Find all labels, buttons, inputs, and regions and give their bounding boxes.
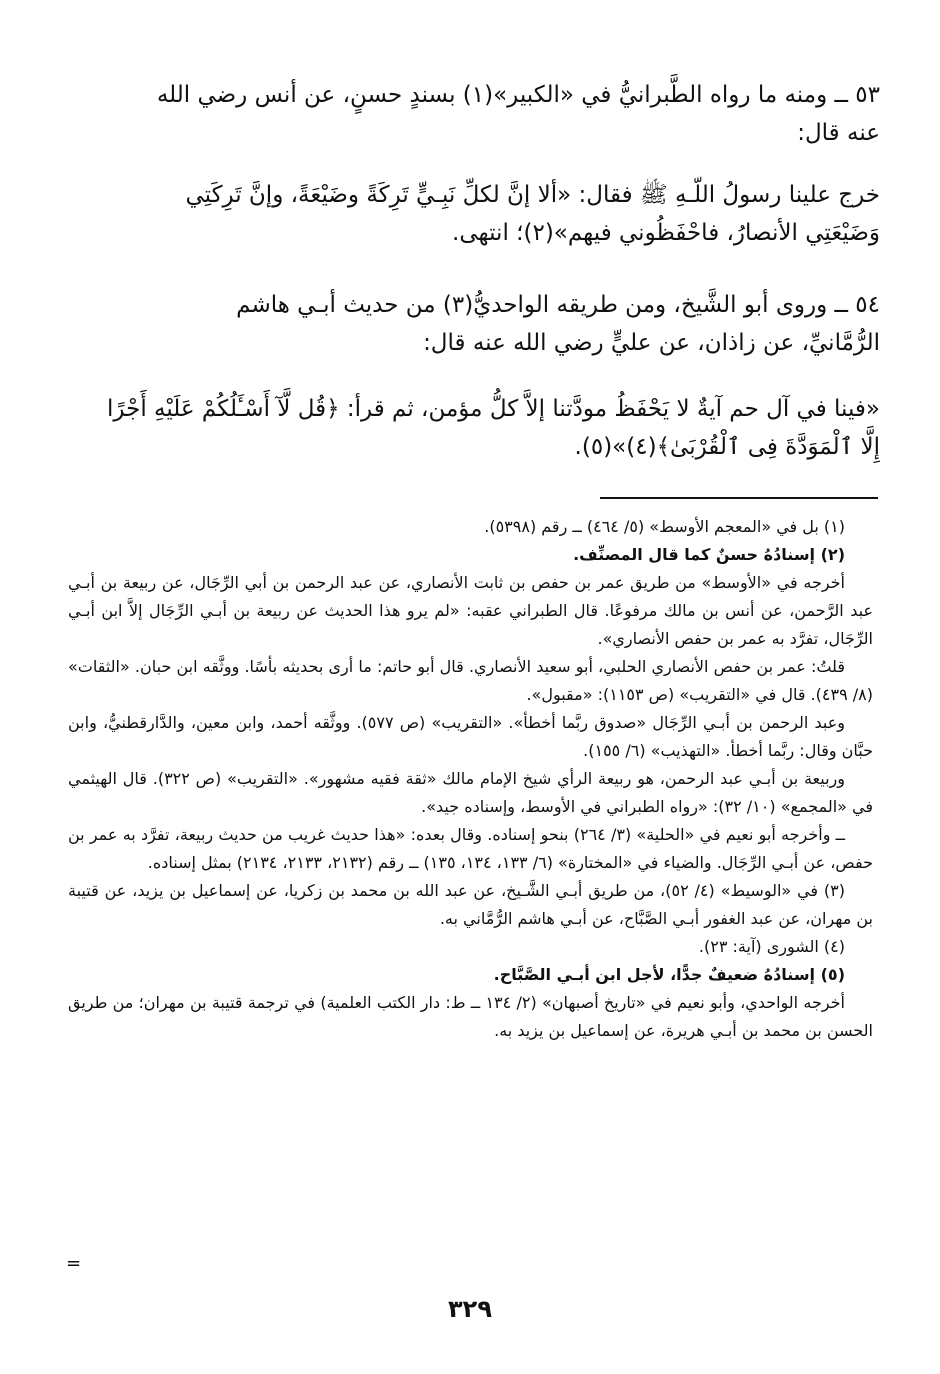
hadith-54-text	[60, 390, 880, 466]
footnote-5-para: أخرجه الواحدي، وأبو نعيم في «تاريخ أصبهان» (٢/ ١٣٤ ــ ط: دار الكتب العلمية) في ترجمة قتيبة بن مهران؛ من طريق الحسن بن محمد بن أبـي هريرة، عن إسماعيل بن يزيد به.	[68, 993, 873, 1040]
footnote-4: (٤) الشورى (آية: ٢٣).	[698, 937, 845, 956]
footnote-3: (٣) في «الوسيط» (٤/ ٥٢)، من طريق أبـي الشَّـيخ، عن عبد الله بن محمد بن زكريا، عن إسماعيل بن يزيد، عن قتيبة بن مهران، عن عبد الغفور أبـي الصَّبَّاح، عن أبـي هاشم الرُّمَّاني به.	[68, 881, 873, 928]
page-number: ٣٢٩	[448, 1295, 492, 1323]
text-line: وَضَيْعَتِي الأنصارُ، فاحْفَظُوني فيهم»(٢)؛ انتهى.	[452, 220, 880, 246]
footnote-5: (٥) إسنادُهُ ضعيفٌ جدًّا، لأجل ابن أبـي الصَّبَّاح.	[493, 965, 845, 984]
footnote-2-para: وعبد الرحمن بن أبـي الرِّجَال «صدوق ربَّما أخطأ». «التقريب» (ص ٥٧٧). ووثَّقه أحمد، وابن معين، والدَّارقطنيُّ، وابن حبَّان وقال: ربَّما أخطأ. «التهذيب» (٦/ ١٥٥).	[68, 713, 873, 760]
footnote-2-para: أخرجه في «الأوسط» من طريق عمر بن حفص بن ثابت الأنصاري، عن عبد الرحمن بن أبي الرِّجَال، عن ربيعة بن أبـي عبد الرَّحمن، عن أنس بن مالك مرفوعًا. قال الطبراني عقبه: «لم يرو هذا الحديث عن ربيعة بن أبـي الرِّجَال إلاَّ ابن أبـي الرِّجَال، تفرَّد به عمر بن حفص الأنصاري».	[68, 573, 873, 648]
footnote-1: (١) بل في «المعجم الأوسط» (٥/ ٤٦٤) ــ رقم (٥٣٩٨).	[484, 517, 845, 536]
footnote-2: (٢) إسنادُهُ حسنٌ كما قال المصنِّف.	[573, 545, 845, 564]
footnote-2-para: وربيعة بن أبـي عبد الرحمن، هو ربيعة الرأي شيخ الإمام مالك «ثقة فقيه مشهور». «التقريب» (ص ٣٢٢). قال الهيثمي في «المجمع» (١٠/ ٣٢): «رواه الطبراني في الأوسط، وإسناده جيد».	[68, 769, 873, 816]
text-line: إِلَّا ٱلْمَوَدَّةَ فِى ٱلْقُرْبَىٰ﴾(٤)»(٥).	[574, 434, 880, 460]
text-line: ٥٤ ــ وروى أبو الشَّيخ، ومن طريقه الواحديُّ(٣) من حديث أبـي هاشم	[236, 292, 880, 318]
continuation-mark: =	[66, 1253, 82, 1274]
text-line: عنه قال:	[797, 120, 880, 146]
footnotes	[68, 513, 873, 1045]
hadith-53	[60, 76, 880, 152]
text-line: ٥٣ ــ ومنه ما رواه الطَّبرانيُّ في «الكبير»(١) بسندٍ حسنٍ، عن أنس رضي الله	[156, 82, 880, 108]
text-line: الرُّمَّانيِّ، عن زاذان، عن عليٍّ رضي الله عنه قال:	[423, 330, 880, 356]
footnote-2-para: قلتُ: عمر بن حفص الأنصاري الحلبي، أبو سعيد الأنصاري. قال أبو حاتم: ما أرى بحديثه بأسًا. ووثَّقه ابن حبان. «الثقات» (٨/ ٤٣٩). قال في «التقريب» (ص ١١٥٣): «مقبول».	[68, 657, 873, 704]
hadith-53-text	[60, 176, 880, 252]
hadith-54	[60, 286, 880, 362]
text-line: خرج علينا رسولُ اللّـهِ ﷺ فقال: «ألا إنَّ لكلِّ نَبِـيٍّ تَرِكَةً وضَيْعَةً، وإنَّ تَرِكَتِي	[185, 182, 880, 208]
footnote-2-para: ــ وأخرجه أبو نعيم في «الحلية» (٣/ ٢٦٤) بنحو إسناده. وقال بعده: «هذا حديث غريب من حديث ربيعة، تفرَّد به عمر بن حفص، عن أبـي الرِّجَال. والضياء في «المختارة» (٦/ ١٣٣، ١٣٤، ١٣٥) ــ رقم (٢١٣٢، ٢١٣٣، ٢١٣٤) بمثل إسناده.	[68, 825, 873, 872]
text-line: «فينا في آل حم آيةٌ لا يَحْفَظُ مودَّتنا إلاَّ كلُّ مؤمن، ثم قرأ: ﴿قُل لَّآ أَسْـَٔلُكُمْ عَلَيْهِ أَجْرًا	[107, 396, 880, 422]
footnote-separator	[600, 497, 878, 499]
